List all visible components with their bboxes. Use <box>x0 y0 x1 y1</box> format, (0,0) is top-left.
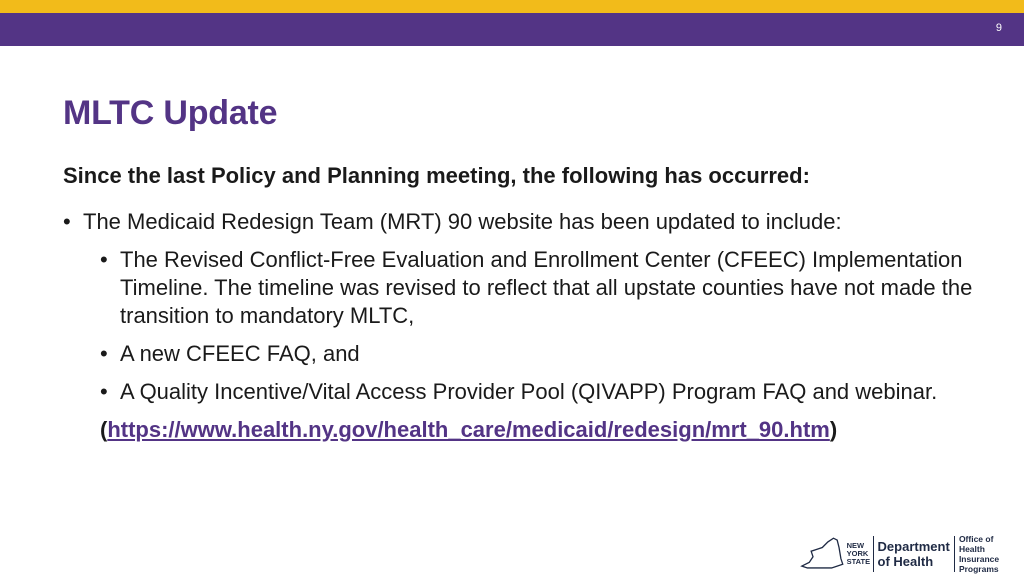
office-line: Office of <box>958 533 994 544</box>
sub-bullet-text: The Revised Conflict-Free Evaluation and Enrollment Center (CFEEC) Implementation Timeline. The timeline was revised to reflect that all upstate counties have not made the transition to mandatory MLTC, <box>120 247 973 328</box>
state-line: STATE <box>846 556 871 566</box>
office-line: Programs <box>958 563 999 574</box>
ny-state-wordmark <box>847 542 869 566</box>
sub-bullet-text: A Quality Incentive/Vital Access Provider Pool (QIVAPP) Program FAQ and webinar. <box>120 379 938 404</box>
slide-subtitle: Since the last Policy and Planning meeting, the following has occurred: <box>63 163 810 188</box>
ny-state-map-icon <box>800 535 845 573</box>
state-line: NEW <box>846 540 865 550</box>
department-of-health-wordmark <box>878 539 950 569</box>
sub-bullet-marker: • <box>100 247 108 272</box>
mrt-90-website-link[interactable]: https://www.health.ny.gov/health_care/medicaid/redesign/mrt_90.htm <box>107 417 830 442</box>
ohip-wordmark <box>959 534 1024 574</box>
link-open-paren: ( <box>100 417 108 442</box>
header-gold-stripe <box>0 0 1024 13</box>
header-purple-bar <box>0 13 1024 46</box>
page-number: 9 <box>995 22 1002 34</box>
dept-line: Department <box>877 538 950 554</box>
sub-bullet-item <box>63 340 993 368</box>
bullet-marker: • <box>63 209 71 234</box>
sub-bullet-marker: • <box>100 341 108 366</box>
sub-bullet-item <box>63 246 993 330</box>
sub-bullet-marker: • <box>100 379 108 404</box>
dept-line: of Health <box>877 553 934 569</box>
logo-divider <box>873 536 874 572</box>
nys-doh-logo <box>800 531 1024 576</box>
link-close-paren: ) <box>829 417 838 442</box>
mrt-link-line <box>63 416 993 444</box>
state-line: YORK <box>846 548 869 558</box>
sub-bullet-text: A new CFEEC FAQ, and <box>120 341 360 366</box>
logo-divider <box>954 536 955 572</box>
office-line: Health Insurance <box>958 543 1000 564</box>
bullet-text: The Medicaid Redesign Team (MRT) 90 website has been updated to include: <box>83 209 842 234</box>
sub-bullet-item <box>63 378 993 406</box>
bullet-list <box>63 208 993 444</box>
slide-title: MLTC Update <box>63 94 278 132</box>
bullet-item <box>63 208 993 236</box>
